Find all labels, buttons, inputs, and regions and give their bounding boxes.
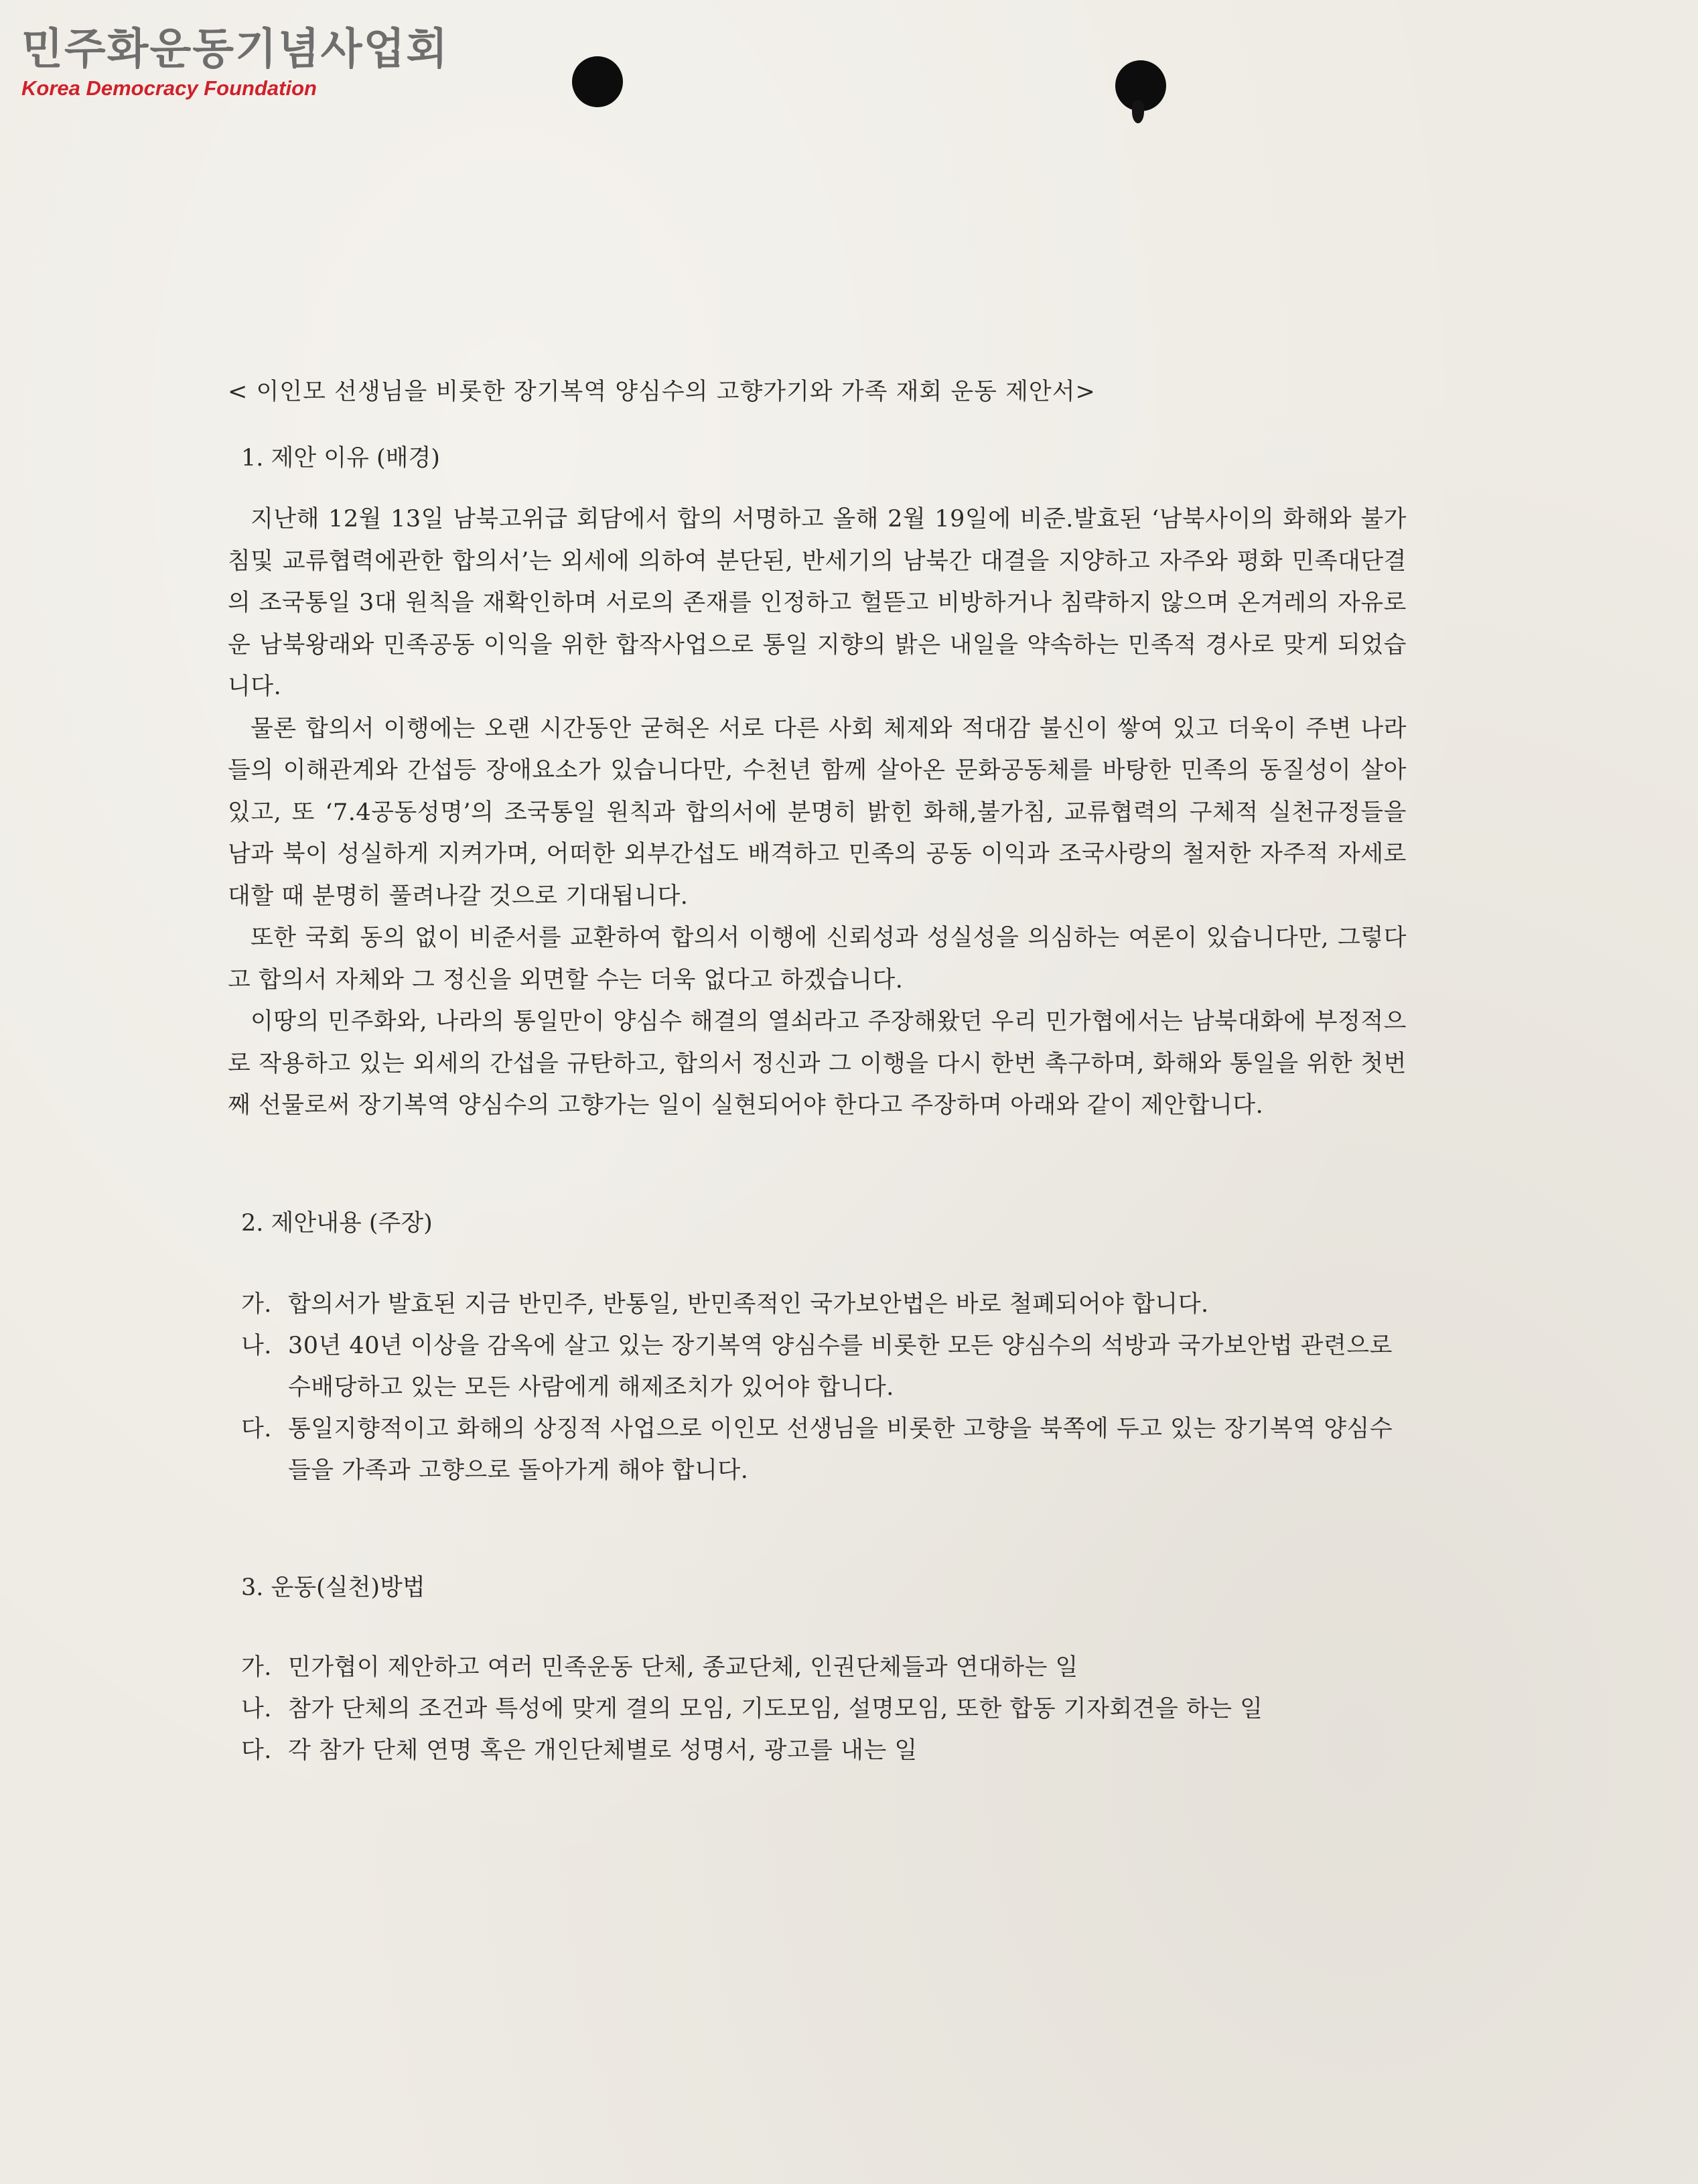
list-marker: 가. — [241, 1290, 272, 1318]
document-body — [228, 367, 1407, 1771]
punch-hole-ink-mark — [1132, 100, 1144, 123]
list-item-text: 참가 단체의 조건과 특성에 맞게 결의 모임, 기도모임, 설명모임, 또한 합동 기자회견을 하는 일 — [288, 1695, 1263, 1722]
list-item — [228, 1325, 1407, 1408]
list-item — [228, 1284, 1407, 1325]
section-1-paragraph: 지난해 12월 13일 남북고위급 회담에서 합의 서명하고 올해 2월 19일에 비준.발효된 ‘남북사이의 화해와 불가침및 교류협력에관한 합의서’는 외세에 의하여 분단된, 반세기의 남북간 대결을 지양하고 자주와 평화 민족대단결의 조국통일 3대 원칙을 재확인하며 서로의 존재를 인정하고 헐뜯고 비방하거나 침략하지 않으며 온겨레의 자유로운 남북왕래와 민족공동 이익을 위한 합작사업으로 통일 지향의 밝은 내일을 약속하는 민족적 경사로 맞게 되었습니다. — [228, 506, 1407, 700]
foundation-logo — [21, 24, 449, 102]
list-item-text: 30년 40년 이상을 감옥에 살고 있는 장기복역 양심수를 비롯한 모든 양심수의 석방과 국가보안법 관련으로 수배당하고 있는 모든 사람에게 해제조치가 있어야 합니다. — [288, 1332, 1393, 1401]
list-marker: 가. — [241, 1653, 272, 1681]
list-item — [228, 1730, 1407, 1771]
list-item — [228, 1688, 1407, 1730]
section-1-heading: 1. 제안 이유 (배경) — [241, 445, 440, 472]
list-item-text: 각 참가 단체 연명 혹은 개인단체별로 성명서, 광고를 내는 일 — [288, 1736, 918, 1764]
section-1-body — [228, 498, 1407, 1127]
section-3-list — [228, 1647, 1407, 1771]
logo-korean-text: 민주화운동기념사업회 — [21, 25, 449, 74]
section-1-paragraph: 물론 합의서 이행에는 오랜 시간동안 굳혀온 서로 다른 사회 체제와 적대감 불신이 쌓여 있고 더욱이 주변 나라들의 이해관계와 간섭등 장애요소가 있습니다만, 수천년 함께 살아온 문화공동체를 바탕한 민족의 동질성이 살아있고, 또 ‘7.4공동성명’의 조국통일 원칙과 합의서에 분명히 밝힌 화해,불가침, 교류협력의 구체적 실천규정들을 남과 북이 성실하게 지켜가며, 어떠한 외부간섭도 배격하고 민족의 공동 이익과 조국사랑의 철저한 자주적 자세로 대할 때 분명히 풀려나갈 것으로 기대됩니다. — [228, 715, 1407, 910]
list-marker: 다. — [241, 1415, 272, 1442]
list-item — [228, 1647, 1407, 1688]
list-marker: 다. — [241, 1736, 272, 1764]
punch-hole-left — [572, 56, 623, 107]
logo-english-text: Korea Democracy Foundation — [21, 76, 317, 100]
list-marker: 나. — [241, 1695, 272, 1722]
list-item-text: 민가협이 제안하고 여러 민족운동 단체, 종교단체, 인권단체들과 연대하는 일 — [288, 1653, 1078, 1681]
list-item — [228, 1408, 1407, 1491]
section-2-list — [228, 1284, 1407, 1491]
list-item-text: 합의서가 발효된 지금 반민주, 반통일, 반민족적인 국가보안법은 바로 철폐되어야 합니다. — [288, 1290, 1209, 1318]
document-title: < 이인모 선생님을 비롯한 장기복역 양심수의 고향가기와 가족 재회 운동 제안서> — [228, 379, 1096, 405]
section-1-paragraph: 이땅의 민주화와, 나라의 통일만이 양심수 해결의 열쇠라고 주장해왔던 우리 민가협에서는 남북대화에 부정적으로 작용하고 있는 외세의 간섭을 규탄하고, 합의서 정신과 그 이행을 다시 한번 촉구하며, 화해와 통일을 위한 첫번째 선물로써 장기복역 양심수의 고향가는 일이 실현되어야 한다고 주장하며 아래와 같이 제안합니다. — [228, 1008, 1407, 1119]
section-3-heading: 3. 운동(실천)방법 — [241, 1574, 425, 1601]
list-item-text: 통일지향적이고 화해의 상징적 사업으로 이인모 선생님을 비롯한 고향을 북쪽에 두고 있는 장기복역 양심수들을 가족과 고향으로 돌아가게 해야 합니다. — [288, 1415, 1393, 1484]
section-2-heading: 2. 제안내용 (주장) — [241, 1209, 433, 1237]
section-1-paragraph: 또한 국회 동의 없이 비준서를 교환하여 합의서 이행에 신뢰성과 성실성을 의심하는 여론이 있습니다만, 그렇다고 합의서 자체와 그 정신을 외면할 수는 더욱 없다고 하겠습니다. — [228, 925, 1407, 994]
list-marker: 나. — [241, 1332, 272, 1359]
